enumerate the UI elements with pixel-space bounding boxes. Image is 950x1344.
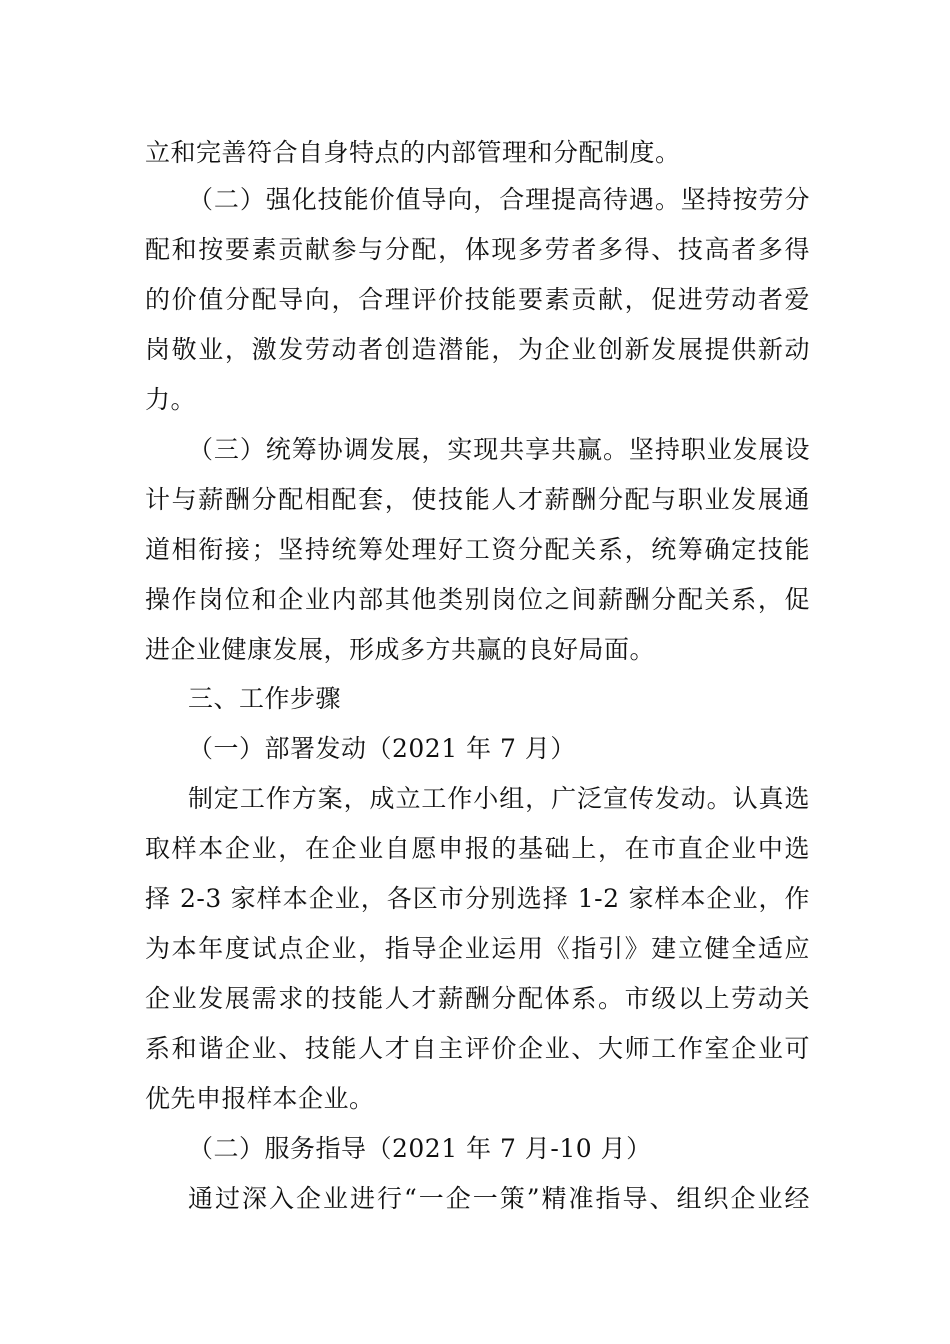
text-line: 优先申报样本企业。 — [145, 1084, 375, 1113]
text-line: 进企业健康发展，形成多方共赢的良好局面。 — [145, 635, 656, 664]
text-line: 岗敬业，激发劳动者创造潜能，为企业创新发展提供新动 — [145, 335, 810, 364]
text-line: 取样本企业，在企业自愿申报的基础上，在市直企业中选 — [145, 834, 810, 863]
text-line: 立和完善符合自身特点的内部管理和分配制度。 — [145, 138, 681, 167]
section-heading-2: （二）强化技能价值导向，合理提高待遇。坚持按劳分 — [188, 185, 810, 214]
text-line: 通过深入企业进行“一企一策”精准指导、组织企业经 — [188, 1184, 810, 1213]
text-line: 道相衔接；坚持统筹处理好工资分配关系，统筹确定技能 — [145, 535, 810, 564]
text-line: 操作岗位和企业内部其他类别岗位之间薪酬分配关系，促 — [145, 585, 810, 614]
text-line: 择 2-3 家样本企业，各区市分别选择 1-2 家样本企业，作 — [145, 884, 810, 913]
section-heading-3: （三）统筹协调发展，实现共享共赢。坚持职业发展设 — [188, 435, 810, 464]
text-line: 为本年度试点企业，指导企业运用《指引》建立健全适应 — [145, 934, 810, 963]
chapter-heading: 三、工作步骤 — [188, 684, 342, 713]
text-line: 制定工作方案，成立工作小组，广泛宣传发动。认真选 — [188, 784, 810, 813]
text-line: 系和谐企业、技能人才自主评价企业、大师工作室企业可 — [145, 1034, 810, 1063]
text-line: 计与薪酬分配相配套，使技能人才薪酬分配与职业发展通 — [145, 485, 810, 514]
text-line: 企业发展需求的技能人才薪酬分配体系。市级以上劳动关 — [145, 984, 810, 1013]
text-line: 的价值分配导向，合理评价技能要素贡献，促进劳动者爱 — [145, 285, 810, 314]
text-line: 力。 — [145, 385, 197, 414]
step-heading-2: （二）服务指导（2021 年 7 月-10 月） — [188, 1134, 652, 1163]
step-heading-1: （一）部署发动（2021 年 7 月） — [188, 734, 576, 763]
text-line: 配和按要素贡献参与分配，体现多劳者多得、技高者多得 — [145, 235, 810, 264]
